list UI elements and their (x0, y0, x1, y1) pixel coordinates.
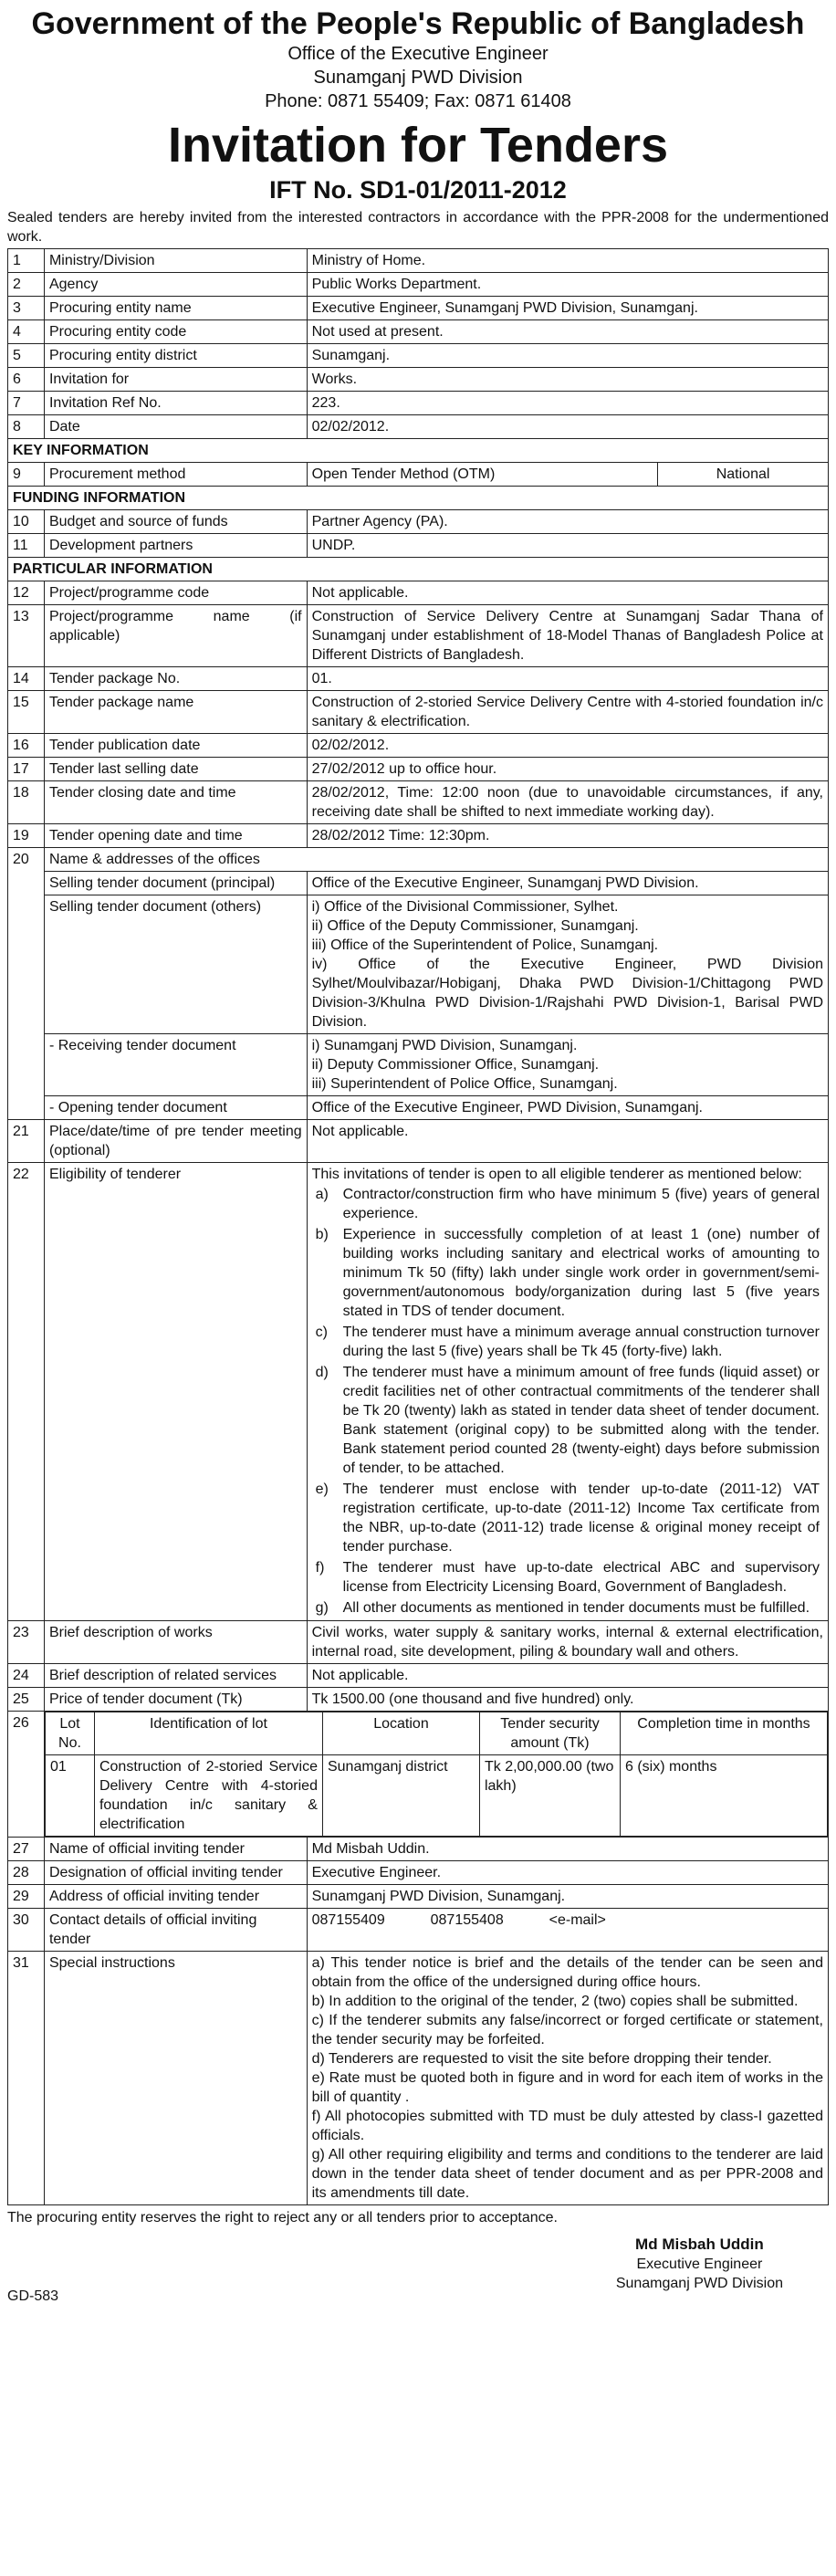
row-value: 02/02/2012. (307, 415, 828, 439)
eligibility-item (312, 1557, 823, 1597)
instruction-line: g) All other requiring eligibility and terms and conditions to the tenderer are laid down in the tender data sheet of tender document and as per PPR-2008 and its amendments till date. (311, 2147, 823, 2201)
row-value: Office of the Executive Engineer, PWD Division, Sunamganj. (307, 1096, 828, 1120)
table-row (8, 667, 829, 691)
table-row (8, 1163, 829, 1621)
row-value: Executive Engineer, Sunamganj PWD Division, Sunamganj. (307, 297, 828, 320)
row-label: Tender opening date and time (44, 824, 307, 848)
signature-block (7, 2227, 829, 2306)
table-row (8, 415, 829, 439)
table-row (8, 510, 829, 534)
lot-ident: Construction of 2-storied Service Delivery Centre with 4-storied foundation in/c sanitary & electrification (94, 1755, 322, 1837)
row-label: Name of official inviting tender (44, 1838, 307, 1861)
section-heading-row (8, 439, 829, 463)
row-label: Procuring entity code (44, 320, 307, 344)
office-line: i) Office of the Divisional Commissioner, Sylhet. (311, 899, 619, 915)
row-value (307, 1952, 828, 2205)
office-line: iii) Office of the Superintendent of Police, Sunamganj. (311, 937, 659, 953)
row-value: 27/02/2012 up to office hour. (307, 758, 828, 781)
row-label: Date (44, 415, 307, 439)
page-title: Invitation for Tenders (167, 118, 669, 173)
row-value: 01. (307, 667, 828, 691)
eligibility-item (312, 1184, 823, 1224)
section-heading-row (8, 558, 829, 581)
row-label: Procurement method (44, 463, 307, 487)
row-label: Designation of official inviting tender (44, 1861, 307, 1885)
lot-header: Tender security amount (Tk) (479, 1712, 620, 1755)
row-number: 18 (8, 781, 45, 824)
row-number: 30 (8, 1909, 45, 1952)
table-row (8, 1909, 829, 1952)
table-row (8, 273, 829, 297)
row-value: Executive Engineer. (307, 1861, 828, 1885)
row-value: Office of the Executive Engineer, Sunamganj PWD Division. (307, 872, 828, 895)
lot-header: Completion time in months (620, 1712, 827, 1755)
row-number: 5 (8, 344, 45, 368)
instruction-line: c) If the tenderer submits any false/incorrect or forged certificate or statement, the tender security may be forfeited. (311, 2013, 823, 2047)
row-number: 31 (8, 1952, 45, 2205)
eligibility-item (312, 1362, 823, 1479)
row-label: - Receiving tender document (44, 1034, 307, 1096)
eligibility-item (312, 1479, 823, 1557)
row-number: 15 (8, 691, 45, 734)
table-row (8, 1034, 829, 1096)
row-value: UNDP. (307, 534, 828, 558)
table-row (8, 1861, 829, 1885)
instruction-line: b) In addition to the original of the tender, 2 (two) copies shall be submitted. (311, 1994, 799, 2009)
lot-header: Identification of lot (94, 1712, 322, 1755)
item-letter: a) (315, 1187, 329, 1202)
division-name: Sunamganj PWD Division (313, 68, 523, 88)
row-label: Selling tender document (others) (44, 895, 307, 1034)
row-label: Special instructions (44, 1952, 307, 2205)
item-text: The tenderer must enclose with tender up-to-date (2011-12) VAT registration certificate, up-to-date (2011-12) Income Tax certificate from the NBR, up-to-date (2011-12) trade license & original money receipt of tender purchase. (342, 1482, 820, 1555)
row-number: 9 (8, 463, 45, 487)
table-row (8, 534, 829, 558)
section-heading: KEY INFORMATION (8, 439, 829, 463)
item-text: The tenderer must have a minimum amount of free funds (liquid asset) or credit facilities net of other contractual commitments of the tenderer shall be Tk 20 (twenty) lakh as stated in tender data sheet of tender document. Bank statement (original copy) to be submitted along with the tender. Bank statement period counted 28 (twenty-eight) days before submission of tender, to be attached. (342, 1365, 820, 1476)
row-number: 7 (8, 392, 45, 415)
row-value (307, 1034, 828, 1096)
table-row (8, 824, 829, 848)
item-text: Experience in successfully completion of at least 1 (one) number of building works including sanitary and electrical works of amounting to minimum Tk 50 (fifty) lakh under single work order in government/semi-government/autonomous body/organization during last 5 (five years stated in TDS of tender document. (342, 1227, 820, 1319)
row-number: 19 (8, 824, 45, 848)
government-title: Government of the People's Republic of Bangladesh (31, 6, 805, 41)
row-value: Civil works, water supply & sanitary works, internal & external electrification, internal road, site development, piling & boundary wall and others. (307, 1621, 828, 1664)
item-text: The tenderer must have a minimum average annual construction turnover during the last 5 (five) years shall be Tk 45 (forty-five) lakh. (342, 1325, 820, 1359)
row-label: Tender package name (44, 691, 307, 734)
office-line: ii) Office of the Deputy Commissioner, Sunamganj. (311, 918, 639, 934)
row-value: Works. (307, 368, 828, 392)
row-label: Invitation for (44, 368, 307, 392)
row-value: Not used at present. (307, 320, 828, 344)
table-row (8, 320, 829, 344)
row-number: 10 (8, 510, 45, 534)
row-number: 13 (8, 605, 45, 667)
row-label: Procuring entity name (44, 297, 307, 320)
row-number: 11 (8, 534, 45, 558)
row-value: Sunamganj PWD Division, Sunamganj. (307, 1885, 828, 1909)
row-label: Brief description of works (44, 1621, 307, 1664)
lot-table-cell (44, 1712, 828, 1838)
row-label: Agency (44, 273, 307, 297)
signatory-division: Sunamganj PWD Division (615, 2276, 783, 2291)
section-heading: PARTICULAR INFORMATION (8, 558, 829, 581)
table-row (8, 1838, 829, 1861)
lot-header-row (45, 1712, 827, 1755)
item-text: Contractor/construction firm who have minimum 5 (five) years of general experience. (342, 1187, 820, 1221)
lot-row (45, 1755, 827, 1837)
notice-header (7, 5, 829, 204)
eligibility-item (312, 1597, 823, 1618)
lot-location: Sunamganj district (322, 1755, 479, 1837)
row-number: 14 (8, 667, 45, 691)
row-number: 16 (8, 734, 45, 758)
row-label: Price of tender document (Tk) (44, 1688, 307, 1712)
row-label: - Opening tender document (44, 1096, 307, 1120)
item-letter: g) (315, 1600, 329, 1616)
row-value: Open Tender Method (OTM) (307, 463, 658, 487)
table-row (8, 1885, 829, 1909)
row-label: Procuring entity district (44, 344, 307, 368)
table-row (8, 848, 829, 872)
row-label: Tender publication date (44, 734, 307, 758)
footnote: The procuring entity reserves the right to reject any or all tenders prior to acceptance. (7, 2210, 558, 2225)
row-number: 27 (8, 1838, 45, 1861)
item-text: The tenderer must have up-to-date electrical ABC and supervisory license from Electricity Licensing Board, Government of Bangladesh. (342, 1560, 820, 1595)
row-number: 21 (8, 1120, 45, 1163)
row-extra: National (658, 463, 829, 487)
signatory-name: Md Misbah Uddin (635, 2236, 764, 2253)
row-number: 1 (8, 249, 45, 273)
row-label: Eligibility of tenderer (44, 1163, 307, 1621)
row-value: Ministry of Home. (307, 249, 828, 273)
row-label: Tender last selling date (44, 758, 307, 781)
row-number: 6 (8, 368, 45, 392)
contact-fax: 087155408 (430, 1912, 504, 1928)
tender-notice (7, 5, 829, 2306)
row-value (307, 1909, 828, 1952)
section-heading: FUNDING INFORMATION (8, 487, 829, 510)
row-label: Place/date/time of pre tender meeting (optional) (44, 1120, 307, 1163)
row-value: Not applicable. (307, 1664, 828, 1688)
row-label: Contact details of official inviting tender (44, 1909, 307, 1952)
row-value: Public Works Department. (307, 273, 828, 297)
table-row (8, 1952, 829, 2205)
instruction-line: f) All photocopies submitted with TD must be duly attested by class-I gazetted officials. (311, 2109, 823, 2143)
contact-phone: 087155409 (311, 1912, 385, 1928)
row-number: 8 (8, 415, 45, 439)
row-number: 28 (8, 1861, 45, 1885)
row-value: Construction of Service Delivery Centre at Sunamganj Sadar Thana of Sunamganj under establishment of 18-Model Thanas of Bangladesh Police at Different Districts of Bangladesh. (307, 605, 828, 667)
item-text: All other documents as mentioned in tender documents must be fulfilled. (342, 1600, 810, 1616)
lot-security: Tk 2,00,000.00 (two lakh) (479, 1755, 620, 1837)
row-number: 24 (8, 1664, 45, 1688)
row-value (307, 895, 828, 1034)
tender-table (7, 248, 829, 2205)
row-number: 4 (8, 320, 45, 344)
table-row (8, 368, 829, 392)
intro-text: Sealed tenders are hereby invited from the interested contractors in accordance with the PPR-2008 for the undermentioned work. (7, 210, 829, 245)
eligibility-item (312, 1322, 823, 1362)
lot-lot: 01 (45, 1755, 94, 1837)
table-row (8, 1688, 829, 1712)
table-row (8, 1120, 829, 1163)
office-name: Office of the Executive Engineer (287, 44, 549, 64)
table-row (8, 781, 829, 824)
item-letter: e) (315, 1482, 329, 1497)
row-value: 02/02/2012. (307, 734, 828, 758)
row-value: Partner Agency (PA). (307, 510, 828, 534)
row-value: 28/02/2012 Time: 12:30pm. (307, 824, 828, 848)
row-value: Sunamganj. (307, 344, 828, 368)
row-value: 223. (307, 392, 828, 415)
eligibility-intro: This invitations of tender is open to all eligible tenderer as mentioned below: (311, 1167, 802, 1182)
row-number: 29 (8, 1885, 45, 1909)
row-number: 3 (8, 297, 45, 320)
table-row (8, 605, 829, 667)
contact-email: <e-mail> (549, 1912, 606, 1928)
table-row (8, 297, 829, 320)
table-row (8, 392, 829, 415)
row-value (307, 1163, 828, 1621)
gd-code: GD-583 (7, 2288, 59, 2304)
row-label: Selling tender document (principal) (44, 872, 307, 895)
row-label: Project/programme code (44, 581, 307, 605)
table-row (8, 581, 829, 605)
row-value: Not applicable. (307, 581, 828, 605)
row-label: Development partners (44, 534, 307, 558)
row-number: 17 (8, 758, 45, 781)
row-label: Tender closing date and time (44, 781, 307, 824)
ift-number: IFT No. SD1-01/2011-2012 (269, 176, 567, 204)
office-line: iv) Office of the Executive Engineer, PWD Division Sylhet/Moulvibazar/Hobiganj, Dhaka PWD Division-1/Chittagong PWD Division-3/Khulna PWD Division-1/Rajshahi PWD Division-1, Barisal PWD Division. (311, 957, 823, 1030)
item-letter: f) (315, 1560, 325, 1576)
table-row (8, 1664, 829, 1688)
row-number: 23 (8, 1621, 45, 1664)
table-row (8, 1712, 829, 1838)
table-row (8, 734, 829, 758)
item-letter: d) (315, 1365, 329, 1380)
row-number: 26 (8, 1712, 45, 1838)
row-number: 25 (8, 1688, 45, 1712)
row-number: 22 (8, 1163, 45, 1621)
row-label: Brief description of related services (44, 1664, 307, 1688)
row-label: Ministry/Division (44, 249, 307, 273)
row-number: 2 (8, 273, 45, 297)
table-row (8, 758, 829, 781)
row-number: 20 (8, 848, 45, 1120)
row-label: Tender package No. (44, 667, 307, 691)
table-row (8, 1621, 829, 1664)
section-heading-row (8, 487, 829, 510)
row-value: Construction of 2-storied Service Delivery Centre with 4-storied foundation in/c sanitary & electrification. (307, 691, 828, 734)
table-row (8, 872, 829, 895)
row-label: Address of official inviting tender (44, 1885, 307, 1909)
table-row (8, 1096, 829, 1120)
lot-completion: 6 (six) months (620, 1755, 827, 1837)
table-row (8, 249, 829, 273)
row-value: 28/02/2012, Time: 12:00 noon (due to unavoidable circumstances, if any, receiving date shall be shifted to next immediate working day). (307, 781, 828, 824)
lot-header: Location (322, 1712, 479, 1755)
item-letter: b) (315, 1227, 329, 1242)
eligibility-item (312, 1224, 823, 1322)
row-label: Invitation Ref No. (44, 392, 307, 415)
office-line: i) Sunamganj PWD Division, Sunamganj. (311, 1038, 578, 1053)
instruction-line: d) Tenderers are requested to visit the site before dropping their tender. (311, 2051, 772, 2067)
row-label: Name & addresses of the offices (44, 848, 828, 872)
row-label: Project/programme name (if applicable) (44, 605, 307, 667)
row-number: 12 (8, 581, 45, 605)
instruction-line: e) Rate must be quoted both in figure and in word for each item of works in the bill of quantity . (311, 2070, 823, 2105)
phone-fax: Phone: 0871 55409; Fax: 0871 61408 (265, 91, 571, 111)
item-letter: c) (315, 1325, 328, 1340)
instruction-line: a) This tender notice is brief and the details of the tender can be seen and obtain from the office of the undersigned during office hours. (311, 1955, 823, 1990)
row-value: Not applicable. (307, 1120, 828, 1163)
row-value: Md Misbah Uddin. (307, 1838, 828, 1861)
office-line: iii) Superintendent of Police Office, Sunamganj. (311, 1076, 618, 1092)
row-value: Tk 1500.00 (one thousand and five hundred) only. (307, 1688, 828, 1712)
table-row (8, 895, 829, 1034)
lot-header: Lot No. (45, 1712, 94, 1755)
office-line: ii) Deputy Commissioner Office, Sunamganj. (311, 1057, 600, 1073)
table-row (8, 463, 829, 487)
table-row (8, 691, 829, 734)
table-row (8, 344, 829, 368)
row-label: Budget and source of funds (44, 510, 307, 534)
signatory-designation: Executive Engineer (636, 2257, 763, 2272)
